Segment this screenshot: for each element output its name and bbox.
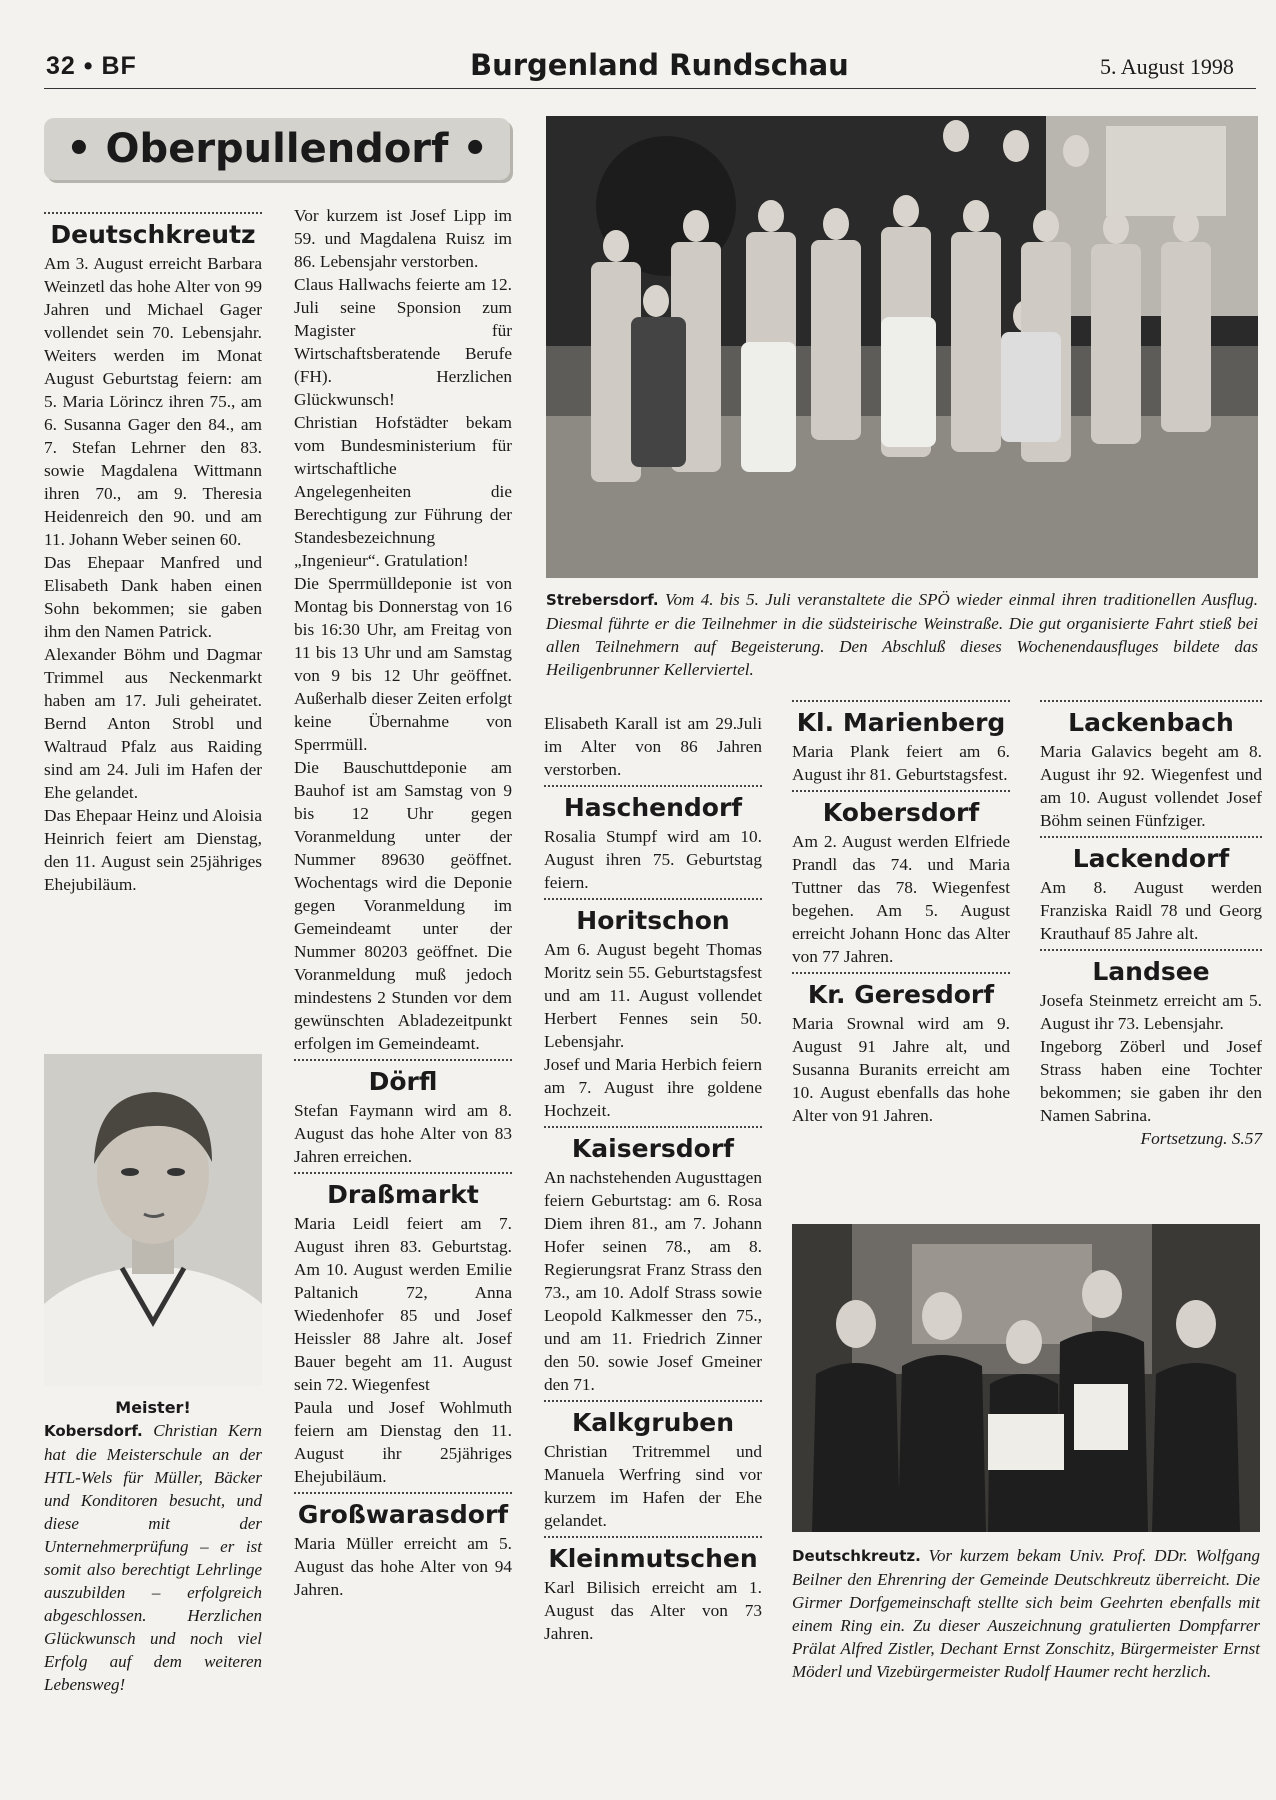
article-text: Maria Galavics begeht am 8. August ihr 92. Wiegenfest und am 10. August vollendet Josef Böhm seinen Fünfziger. xyxy=(1040,742,1262,830)
divider xyxy=(1040,700,1262,702)
ceremony-photo xyxy=(792,1224,1260,1532)
article-text: Am 3. August erreicht Barbara Weinzetl das hohe Alter von 99 Jahren und Michael Gager vollendet sein 70. Lebensjahr. Weiters werden im Monat August Geburtstag feiern: am 5. Maria Lörincz ihren 75., am 6. Susanna Gager den 84., am 7. Stefan Lehrner den 83. sowie Magdalena Wittmann ihren 70., am 9. Theresia Heidenreich den 90. und am 11. Johann Weber seinen 60. xyxy=(44,254,262,549)
divider xyxy=(44,212,262,214)
heading-haschendorf: Haschendorf xyxy=(563,793,743,822)
ceremony-photo-illustration xyxy=(792,1224,1260,1532)
article-text: Die Bauschuttdeponie am Bauhof ist am Samstag von 9 bis 12 Uhr gegen Voranmeldung unter der Nummer 89630 geöffnet. Wochentags wird die Deponie gegen Voranmeldung im Gemeindeamt unter der Nummer 80203 geöffnet. Die Voranmeldung muß jedoch mindestens 2 Stunden vor dem gewünschten Abladezeitpunkt erfolgen im Gemeindeamt. xyxy=(294,758,512,1053)
heading-kaisersdorf: Kaisersdorf xyxy=(571,1134,735,1163)
caption-place: Strebersdorf. xyxy=(546,591,659,609)
caption-place: Kobersdorf. xyxy=(44,1422,143,1440)
divider xyxy=(544,1400,762,1402)
divider xyxy=(544,898,762,900)
divider xyxy=(792,700,1010,702)
heading-doerfl: Dörfl xyxy=(368,1067,438,1096)
heading-deutschkreutz: Deutschkreutz xyxy=(50,220,256,249)
caption-text: Christian Kern hat die Meisterschule an der HTL-Wels für Müller, Bäcker und Konditoren besucht, und diese mit der Unternehmerprüfung – er ist somit also berechtigt Lehrlinge auszubilden – erfolgreich abgeschlossen. Herzlichen Glückwunsch und noch viel Erfolg auf dem weiteren Lebensweg! xyxy=(44,1421,262,1694)
group-photo xyxy=(546,116,1258,578)
article-text: Das Ehepaar Heinz und Aloisia Heinrich feiert am Dienstag, den 11. August sein 25jähriges Ehejubiläum. xyxy=(44,806,262,894)
divider xyxy=(544,1536,762,1538)
caption-text: Vor kurzem bekam Univ. Prof. DDr. Wolfgang Beilner den Ehrenring der Gemeinde Deutschkreutz überreicht. Die Girmer Dorfgemeinschaft stellte sich beim Geehrten ebenfalls mit einem Ring ein. Zu dieser Auszeichnung gratulierten Dompfarrer Prälat Alfred Zistler, Dechant Ernst Zonschitz, Bürgermeister Ernst Möderl und Vizebürgermeister Rudolf Haumer recht herzlich. xyxy=(792,1546,1261,1681)
divider xyxy=(792,790,1010,792)
caption-place: Deutschkreutz. xyxy=(792,1547,921,1565)
header-rule xyxy=(44,88,1256,89)
article-text: Elisabeth Karall ist am 29.Juli im Alter von 86 Jahren verstorben. xyxy=(544,714,762,779)
portrait-caption xyxy=(44,1396,262,1696)
group-photo-illustration xyxy=(546,116,1258,578)
heading-kalkgruben: Kalkgruben xyxy=(571,1408,735,1437)
article-text: Christian Tritremmel und Manuela Werfring sind vor kurzem im Hafen der Ehe gelandet. xyxy=(544,1442,762,1530)
heading-lackendorf: Lackendorf xyxy=(1072,844,1230,873)
article-text: Josefa Steinmetz erreicht am 5. August ihr 73. Lebensjahr. xyxy=(1040,991,1262,1033)
divider xyxy=(544,785,762,787)
caption-text: Vom 4. bis 5. Juli veranstaltete die SPÖ wieder einmal ihren traditionellen Ausflug. Diesmal führte er die Teilnehmer in die südsteirische Weinstraße. Die gut organisierte Fahrt stieß bei allen Teilnehmern auf Begeisterung. Den Abschluß dieses Wochenendausfluges bildete das Heiligenbrunner Kellerviertel. xyxy=(546,590,1259,679)
column-3 xyxy=(544,712,762,1645)
section-banner: • Oberpullendorf • xyxy=(44,118,510,180)
article-text: Paula und Josef Wohlmuth feiern am Dienstag den 11. August ihr 25jähriges Ehejubiläum. xyxy=(294,1398,512,1486)
divider xyxy=(294,1172,512,1174)
page-number: 32 • BF xyxy=(46,52,137,80)
issue-date: 5. August 1998 xyxy=(1100,54,1234,79)
caption-title: Meister! xyxy=(115,1398,191,1417)
article-text: Das Ehepaar Manfred und Elisabeth Dank haben einen Sohn bekommen; sie gaben ihm den Namen Patrick. xyxy=(44,553,262,641)
article-text: Rosalia Stumpf wird am 10. August ihren 75. Geburtstag feiern. xyxy=(544,827,762,892)
heading-kleinmutschen: Kleinmutschen xyxy=(548,1544,758,1573)
heading-kobersdorf: Kobersdorf xyxy=(822,798,980,827)
group-photo-caption xyxy=(546,588,1258,681)
article-text: An nachstehenden Augusttagen feiern Geburtstag: am 6. Rosa Diem ihren 81., am 7. Johann Hofer seinen 78., am 8. Regierungsrat Franz Strass den 73., am 10. Adolf Strass sowie Leopold Kalkmesser den 75., und am 11. Friedrich Zinner den 50. sowie Josef Gmeiner den 71. xyxy=(544,1168,762,1394)
article-text: Maria Srownal wird am 9. August 91 Jahre alt, und Susanna Buranits erreicht am 10. August ebenfalls das hohe Alter von 91 Jahren. xyxy=(792,1014,1010,1125)
column-5 xyxy=(1040,696,1262,1150)
divider xyxy=(1040,836,1262,838)
heading-kl-marienberg: Kl. Marienberg xyxy=(796,708,1006,737)
article-text: Josef und Maria Herbich feiern am 7. August ihre goldene Hochzeit. xyxy=(544,1055,762,1120)
divider xyxy=(792,972,1010,974)
newspaper-title: Burgenland Rundschau xyxy=(470,48,849,82)
article-text: Stefan Faymann wird am 8. August das hohe Alter von 83 Jahren erreichen. xyxy=(294,1101,512,1166)
portrait-illustration xyxy=(44,1054,262,1386)
column-1 xyxy=(44,208,262,896)
article-text: Am 2. August werden Elfriede Prandl das 74. und Maria Tuttner das 78. Wiegenfest begehen. Am 5. August erreicht Johann Honc das Alter von 77 Jahren. xyxy=(792,832,1010,966)
article-text: Maria Plank feiert am 6. August ihr 81. Geburtstagsfest. xyxy=(792,742,1010,784)
heading-kr-geresdorf: Kr. Geresdorf xyxy=(807,980,995,1009)
article-text: Am 6. August begeht Thomas Moritz sein 55. Geburtstagsfest und am 11. August vollendet Herbert Fennes sein 50. Lebensjahr. xyxy=(544,940,762,1051)
heading-horitschon: Horitschon xyxy=(576,906,730,935)
article-text: Maria Leidl feiert am 7. August ihren 83. Geburtstag. Am 10. August werden Emilie Paltanich 72, Anna Wiedenhofer 85 und Josef Heissler 88 Jahre alt. Josef Bauer begeht am 11. August sein 72. Wiegenfest xyxy=(294,1214,512,1394)
article-text: Ingeborg Zöberl und Josef Strass haben eine Tochter bekommen; sie gaben ihr den Namen Sabrina. xyxy=(1040,1037,1262,1125)
article-text: Christian Hofstädter bekam vom Bundesministerium für wirtschaftliche Angelegenheiten die Berechtigung zur Führung der Standesbezeichnung „Ingenieur“. Gratulation! xyxy=(294,413,512,570)
divider xyxy=(544,1126,762,1128)
divider xyxy=(1040,949,1262,951)
article-text: Am 8. August werden Franziska Raidl 78 und Georg Krauthauf 85 Jahre alt. xyxy=(1040,878,1262,943)
heading-landsee: Landsee xyxy=(1092,957,1210,986)
column-2 xyxy=(294,204,512,1601)
continuation-note: Fortsetzung. S.57 xyxy=(1140,1129,1262,1148)
portrait-photo xyxy=(44,1054,262,1386)
column-4 xyxy=(792,696,1010,1127)
heading-lackenbach: Lackenbach xyxy=(1068,708,1234,737)
divider xyxy=(294,1059,512,1061)
divider xyxy=(294,1492,512,1494)
article-text: Maria Müller erreicht am 5. August das hohe Alter von 94 Jahren. xyxy=(294,1534,512,1599)
article-text: Alexander Böhm und Dagmar Trimmel aus Neckenmarkt haben am 17. Juli geheiratet. Bernd Anton Strobl und Waltraud Pfalz aus Raiding sind am 24. Juli im Hafen der Ehe gelandet. xyxy=(44,645,262,802)
heading-grosswarasdorf: Großwarasdorf xyxy=(297,1500,509,1529)
article-text: Claus Hallwachs feierte am 12. Juli seine Sponsion zum Magister für Wirtschaftsberatende Berufe (FH). Herzlichen Glückwunsch! xyxy=(294,275,512,409)
article-text: Die Sperrmülldeponie ist von Montag bis Donnerstag von 16 bis 16:30 Uhr, am Freitag von 11 bis 13 Uhr und am Samstag von 9 bis 12 Uhr geöffnet. Außerhalb dieser Zeiten erfolgt keine Übernahme von Sperrmüll. xyxy=(294,574,512,754)
ceremony-photo-caption xyxy=(792,1544,1260,1683)
heading-drassmarkt: Draßmarkt xyxy=(327,1180,479,1209)
article-text: Vor kurzem ist Josef Lipp im 59. und Magdalena Ruisz im 86. Lebensjahr verstorben. xyxy=(294,206,512,271)
article-text: Karl Bilisich erreicht am 1. August das Alter von 73 Jahren. xyxy=(544,1578,762,1643)
